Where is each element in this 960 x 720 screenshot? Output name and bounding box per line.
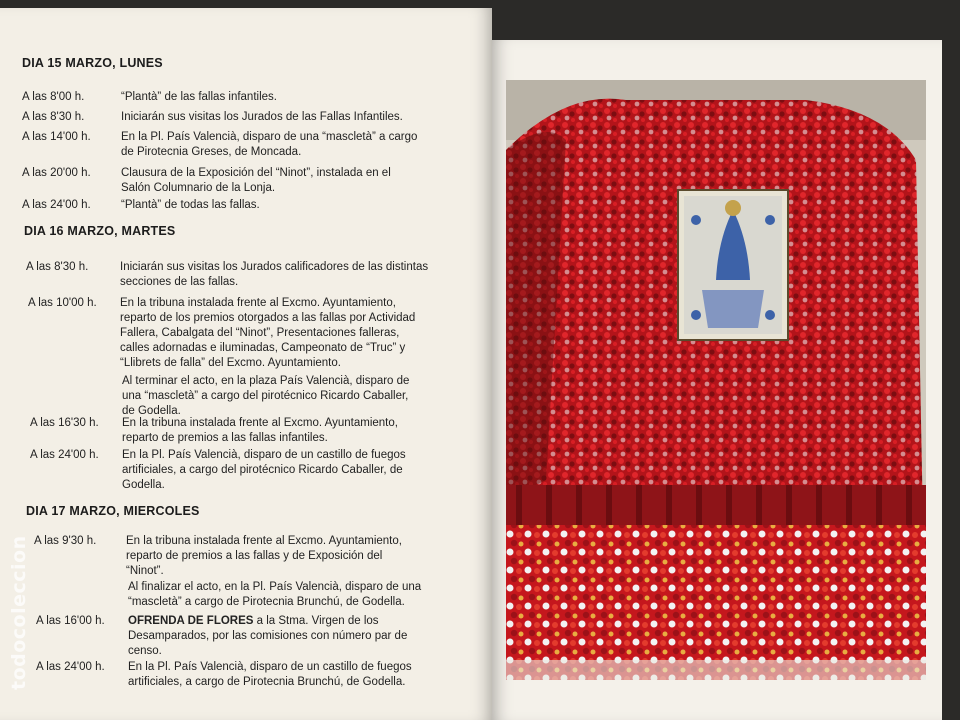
- entry-text: Iniciarán sus visitas los Jurados de las Fallas Infantiles.: [121, 111, 403, 123]
- entry-text-rest: a la Stma. Virgen de los: [253, 615, 379, 627]
- entry-time: A las 24'00 h.: [36, 661, 105, 673]
- ofrenda-label: OFRENDA DE FLORES: [128, 615, 254, 627]
- entry-text: calles adornadas e iluminadas, Campeonato de “Truc” y: [120, 342, 406, 354]
- entry-text: censo.: [128, 645, 162, 657]
- entry-text: En la Pl. País Valencià, disparo de un castillo de fuegos: [122, 449, 406, 461]
- entry-text: “Llibrets de falla” del Excmo. Ayuntamiento.: [120, 357, 341, 369]
- watermark-text: todocoleccion: [8, 535, 30, 690]
- entry-text: Al terminar el acto, en la plaza País Valencià, disparo de: [122, 375, 410, 387]
- day-heading: DIA 16 MARZO, MARTES: [24, 224, 176, 238]
- flower-offering-illustration: [506, 80, 926, 680]
- entry-time: A las 16'30 h.: [30, 417, 99, 429]
- day-heading: DIA 15 MARZO, LUNES: [22, 56, 163, 70]
- left-page: [0, 8, 492, 720]
- day-heading: DIA 17 MARZO, MIERCOLES: [26, 504, 200, 518]
- entry-text: artificiales, a cargo del pirotécnico Ricardo Caballer, de: [122, 464, 403, 476]
- entry-time: A las 24'00 h.: [30, 449, 99, 461]
- entry-time: A las 10'00 h.: [28, 297, 97, 309]
- entry-text: reparto de premios a las fallas infantiles.: [122, 432, 328, 444]
- entry-text: En la tribuna instalada frente al Excmo. Ayuntamiento,: [126, 535, 402, 547]
- entry-time: A las 16'00 h.: [36, 615, 105, 627]
- entry-text: Al finalizar el acto, en la Pl. País Valencià, disparo de una: [128, 581, 422, 593]
- entry-time: A las 8'00 h.: [22, 91, 85, 103]
- entry-text: una “mascletà” a cargo del pirotécnico Ricardo Caballer,: [122, 390, 409, 402]
- entry-time: A las 20'00 h.: [22, 167, 91, 179]
- entry-text: En la tribuna instalada frente al Excmo. Ayuntamiento,: [120, 297, 396, 309]
- entry-text: reparto de los premios otorgados a las fallas por Actividad: [120, 312, 416, 324]
- watermark: [8, 535, 32, 710]
- flower-offering-photo: [506, 80, 926, 680]
- entry-time: A las 14'00 h.: [22, 131, 91, 143]
- entry-text: reparto de premios a las fallas y de Exposición del: [126, 550, 383, 562]
- entry-text: En la tribuna instalada frente al Excmo. Ayuntamiento,: [122, 417, 398, 429]
- entry-text: Salón Columnario de la Lonja.: [121, 182, 276, 194]
- entry-text: de Godella.: [122, 405, 181, 417]
- entry-text: artificiales, a cargo de Pirotecnia Brunchú, de Godella.: [128, 676, 406, 688]
- entry-text: Fallera, Cabalgata del “Ninot”, Presentaciones falleras,: [120, 327, 400, 339]
- right-page: [492, 40, 942, 720]
- entry-time: A las 8'30 h.: [22, 111, 85, 123]
- entry-time: A las 8'30 h.: [26, 261, 89, 273]
- entry-text: “Plantà” de todas las fallas.: [121, 199, 260, 211]
- entry-text: En la Pl. País Valencià, disparo de una “mascletà” a cargo: [121, 131, 418, 143]
- entry-text: “Plantà” de las fallas infantiles.: [121, 91, 277, 103]
- entry-text: de Pirotecnia Greses, de Moncada.: [121, 146, 302, 158]
- entry-time: A las 9'30 h.: [34, 535, 97, 547]
- entry-text: “Ninot”.: [126, 565, 164, 577]
- entry-time: A las 24'00 h.: [22, 199, 91, 211]
- entry-text: secciones de las fallas.: [120, 276, 239, 288]
- entry-text: Desamparados, por las comisiones con número par de: [128, 630, 408, 642]
- entry-text: Clausura de la Exposición del “Ninot”, instalada en el: [121, 167, 391, 179]
- entry-text: “mascletà” a cargo de Pirotecnia Brunchú, de Godella.: [128, 596, 405, 608]
- entry-text: [128, 614, 379, 629]
- entry-text: Godella.: [122, 479, 165, 491]
- entry-text: En la Pl. País Valencià, disparo de un castillo de fuegos: [128, 661, 412, 673]
- entry-text: Iniciarán sus visitas los Jurados calificadores de las distintas: [120, 261, 429, 273]
